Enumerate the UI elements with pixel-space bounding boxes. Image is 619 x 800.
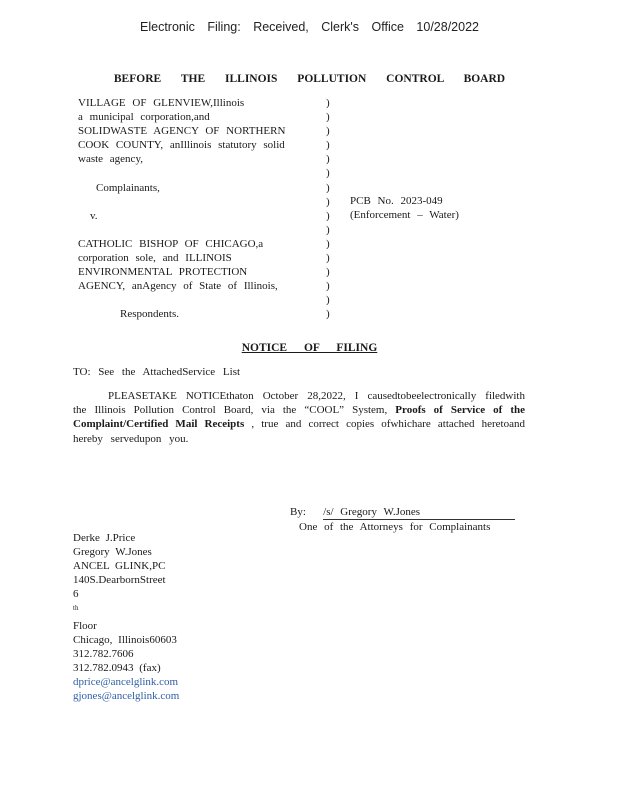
case-caption-parties (78, 96, 290, 322)
caption-paren: ) (326, 111, 330, 124)
complainants-label: Complainants, (96, 181, 160, 194)
notice-body (73, 389, 525, 446)
signature-block (290, 505, 515, 534)
defendant-line: corporation sole, and ILLINOIS (78, 252, 232, 265)
defendant-line: CATHOLIC BISHOP OF CHICAGO,a (78, 237, 264, 250)
fax-line: 312.782.0943 (fax) (73, 661, 161, 674)
caption-paren: ) (326, 97, 330, 109)
defendant-line: ENVIRONMENTAL PROTECTION (78, 266, 248, 279)
city-line: Chicago, Illinois60603 (73, 633, 177, 646)
notice-title: NOTICE OF FILING (241, 342, 378, 354)
body-line: Complaint/Certified Mail Receipts , true and correct copies ofwhichare attached heretoand (73, 418, 525, 431)
caption-paren: ) (326, 252, 330, 265)
plaintiff-line: VILLAGE OF GLENVIEW,Illinois (78, 97, 245, 109)
signature-role: One of the Attorneys for Complainants (299, 521, 491, 533)
caption-paren: ) (326, 181, 330, 194)
caption-paren: ) (326, 223, 330, 236)
proofs-of-service-text: Proofs of Service of the (395, 404, 525, 417)
case-number: PCB No. 2023-049 (350, 195, 443, 207)
address-line: Gregory W.Jones (73, 546, 152, 558)
floor-line: 6 $^{th}$ Floor (73, 588, 97, 632)
plaintiff-line: SOLIDWASTE AGENCY OF NORTHERN (78, 125, 286, 138)
to-line: TO: See the AttachedService List (73, 366, 241, 378)
caption-paren: ) (326, 139, 330, 152)
by-label: By: (290, 506, 306, 518)
address-line: ANCEL GLINK,PC (73, 560, 166, 572)
plaintiff-line: waste agency, (78, 153, 143, 166)
email-link-price[interactable]: dprice@ancelglink.com (73, 675, 179, 688)
caption-paren: ) (326, 280, 330, 293)
caption-paren: ) (326, 294, 330, 307)
caption-paren: ) (326, 167, 330, 180)
body-line: PLEASETAKE NOTICEthaton October 28,2022, I causedtobeelectronically filedwith (108, 390, 525, 402)
body-line: hereby servedupon you. (73, 432, 189, 445)
signature-name: /s/ Gregory W.Jones (323, 505, 515, 520)
case-number-block (350, 194, 459, 222)
attorney-address-block (73, 531, 179, 703)
respondents-label: Respondents. (120, 308, 179, 321)
caption-paren: ) (326, 266, 330, 279)
address-line: 140S.DearbornStreet (73, 574, 166, 586)
electronic-filing-stamp: Electronic Filing: Received, Clerk's Office 10/28/2022 (140, 20, 479, 34)
caption-paren: ) (326, 308, 330, 321)
mail-receipts-text: Complaint/Certified Mail Receipts (73, 418, 245, 431)
plaintiff-line: a municipal corporation,and (78, 111, 210, 124)
board-heading: BEFORE THE ILLINOIS POLLUTION CONTROL BOARD (113, 73, 506, 85)
case-type: (Enforcement – Water) (350, 209, 459, 221)
email-link-jones[interactable]: gjones@ancelglink.com (73, 689, 180, 702)
caption-paren: ) (326, 209, 330, 222)
phone-line: 312.782.7606 (73, 647, 134, 660)
caption-paren-column (326, 96, 330, 322)
plaintiff-line: COOK COUNTY, anIllinois statutory solid (78, 139, 285, 152)
body-line: the Illinois Pollution Control Board, via the “COOL” System, Proofs of Service of the (73, 404, 525, 417)
defendant-line: AGENCY, anAgency of State of Illinois, (78, 280, 278, 293)
caption-paren: ) (326, 237, 330, 250)
versus-label: v. (90, 209, 98, 222)
caption-paren: ) (326, 153, 330, 166)
caption-paren: ) (326, 195, 330, 208)
caption-paren: ) (326, 125, 330, 138)
address-line: Derke J.Price (73, 532, 136, 544)
